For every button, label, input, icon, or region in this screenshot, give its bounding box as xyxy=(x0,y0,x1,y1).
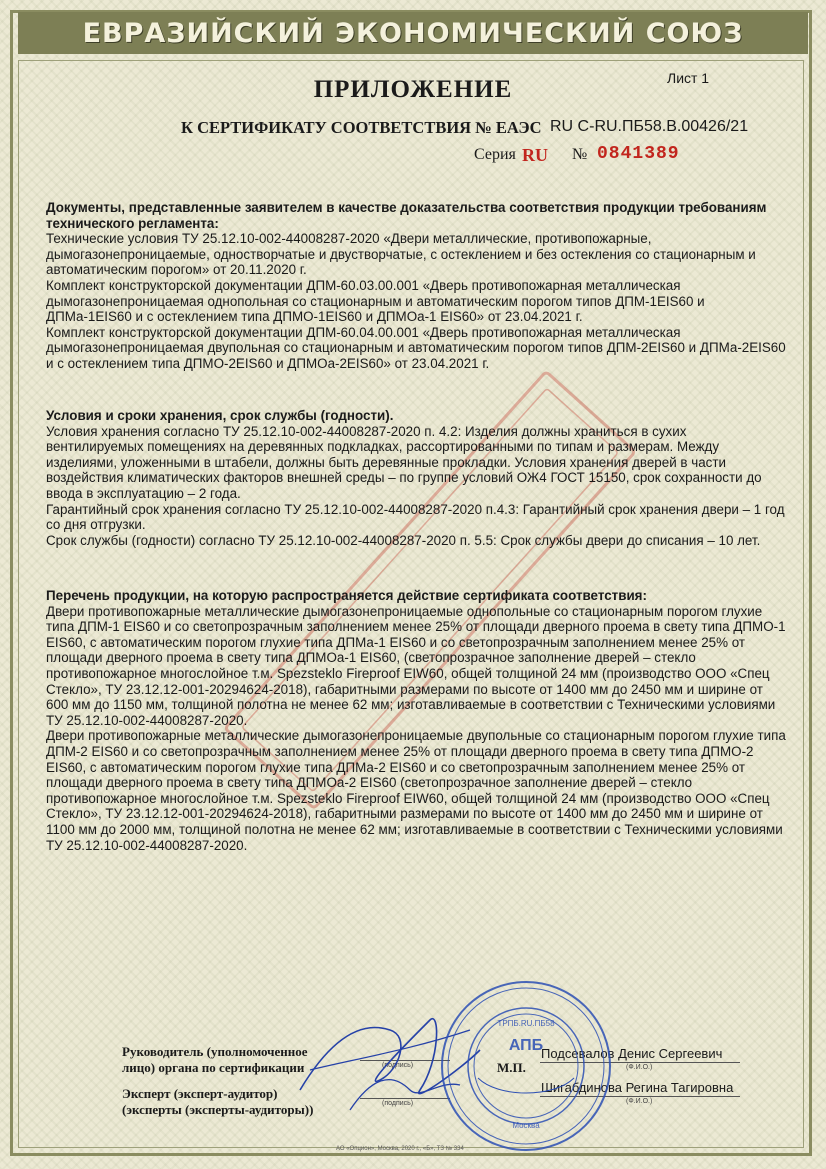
section-heading: Перечень продукции, на которую распространяется действие сертификата соответствия: xyxy=(46,588,647,603)
series-label: Серия xyxy=(474,146,516,163)
label-line: Эксперт (эксперт-аудитор) xyxy=(122,1086,278,1101)
stamp-place-label: М.П. xyxy=(497,1060,526,1075)
paragraph: Двери противопожарные металлические дымогазонепроницаемые двупольные со стационарным порогом глухие типа ДПМ-2 EIS60 и со светопрозрачным заполнением менее 25% от площади дверного проема в свету типа ДПМО-2 EIS60, с автоматическим порогом глухие типа ДПМа-2 EIS60 и со светопрозрачным заполнением менее 25% от площади дверного проема в свету типа ДПМОа-2 EIS60 (светопрозрачное заполнение дверей – стекло противопожарное многослойное т.м. Spezsteklo Fireproof EIW60, общей толщиной 24 мм (производство ООО «Спец Стекло», ТУ 23.12.12-001-20294624-2018), габаритными размерами по высоте от 1400 мм до 2450 мм и ширине от 1100 мм до 2000 мм, толщиной полотна не менее 62 мм; изготавливаемые в соответствии с Техническими условиями ТУ 25.12.10-002-44008287-2020. xyxy=(46,728,786,853)
sheet-number: Лист 1 xyxy=(667,70,710,86)
certification-seal xyxy=(438,978,614,1154)
expert-signatory-label xyxy=(122,1086,313,1118)
certificate-number: RU С-RU.ПБ58.В.00426/21 xyxy=(550,118,749,135)
section-documents xyxy=(46,200,786,372)
print-info: АО «Опцион», Москва, 2020 г., «Б», ТЗ № 334 xyxy=(336,1146,464,1152)
fio-caption: (Ф.И.О.) xyxy=(626,1064,653,1071)
page-subtitle: К СЕРТИФИКАТУ СООТВЕТСТВИЯ № ЕАЭС xyxy=(181,118,542,137)
label-line: лицо) органа по сертификации xyxy=(122,1060,305,1075)
head-name: Подсевалов Денис Сергеевич xyxy=(541,1046,723,1061)
section-heading: Условия и сроки хранения, срок службы (годности). xyxy=(46,408,394,423)
expert-name: Шигабдинова Регина Тагировна xyxy=(541,1080,734,1095)
label-line: Руководитель (уполномоченное xyxy=(122,1044,308,1059)
paragraph: Условия хранения согласно ТУ 25.12.10-002-44008287-2020 п. 4.2: Изделия должны храниться в сухих вентилируемых помещениях на деревянных подкладках, рассортированными по типам и размерам. Между изделиями, уложенными в штабели, должны быть деревянные прокладки. Условия хранения дверей в части воздействия климатических факторов внешней среды – по группе условий ОЖ4 ГОСТ 15150, срок сохранности до ввода в эксплуатацию – 2 года. xyxy=(46,423,762,501)
signature-caption: (подпись) xyxy=(382,1062,414,1069)
paragraph: Срок службы (годности) согласно ТУ 25.12.10-002-44008287-2020 п. 5.5: Срок службы двери до списания – 10 лет. xyxy=(46,532,761,548)
page-title: ПРИЛОЖЕНИЕ xyxy=(313,76,513,103)
seal-bottom-text: Москва xyxy=(512,1121,540,1130)
paragraph: Технические условия ТУ 25.12.10-002-44008287-2020 «Двери металлические, противопожарные, дымогазонепроницаемые, одностворчатые и двустворчатые, с остеклением и без остекления со стационарным и автоматическим порогом» от 20.11.2020 г. xyxy=(46,231,756,278)
section-storage xyxy=(46,408,786,548)
series-value: RU xyxy=(522,145,548,165)
head-signatory-label xyxy=(122,1044,308,1076)
paragraph: Гарантийный срок хранения согласно ТУ 25.12.10-002-44008287-2020 п.4.3: Гарантийный срок хранения двери – 1 год со дня отгрузки. xyxy=(46,501,785,533)
paragraph: Комплект конструкторской документации ДПМ-60.03.00.001 «Дверь противопожарная металлическая дымогазонепроницаемая однопольная со стационарным и автоматическим порогом типов ДПМ-1EIS60 и ДПМа-1EIS60 и с остеклением типа ДПМО-1EIS60 и ДПМОа-1 EIS60» от 23.04.2021 г. xyxy=(46,277,705,325)
seal-top-text: ТРПБ.RU.ПБ58 xyxy=(497,1019,555,1028)
signature-caption: (подпись) xyxy=(382,1100,414,1107)
paragraph: Двери противопожарные металлические дымогазонепроницаемые однопольные со стационарным порогом глухие типа ДПМ-1 EIS60 и со светопрозрачным заполнением менее 25% от площади дверного проема в свету типа ДПМО-1 EIS60, с автоматическим порогом глухие типа ДПМа-1 EIS60 и со светопрозрачным заполнением менее 25% от площади дверного проема в свету типа ДПМОа-1 EIS60, (светопрозрачное заполнение дверей – стекло противопожарное многослойное т.м. Spezsteklo Fireproof EIW60, общей толщиной 24 мм (производство ООО «Спец Стекло», ТУ 23.12.12-001-20294624-2018), габаритными размерами по высоте от 1400 мм до 2450 мм и ширине от 600 мм до 1150 мм, толщиной полотна не менее 62 мм; изготавливаемые в соответствии с Техническими условиями ТУ 25.12.10-002-44008287-2020. xyxy=(46,603,786,728)
section-products xyxy=(46,588,786,853)
number-label: № xyxy=(572,146,588,163)
paragraph: Комплект конструкторской документации ДПМ-60.04.00.001 «Дверь противопожарная металлическая дымогазонепроницаемая двупольная со стационарным и автоматическим порогом типов ДПМ-2EIS60 и ДПМа-2EIS60 и с остеклением типа ДПМО-2EIS60 и ДПМОа-2EIS60» от 23.04.2021 г. xyxy=(46,324,786,371)
seal-center: АПБ xyxy=(508,1037,544,1054)
fio-caption: (Ф.И.О.) xyxy=(626,1098,653,1105)
header-banner: ЕВРАЗИЙСКИЙ ЭКОНОМИЧЕСКИЙ СОЮЗ xyxy=(18,12,808,54)
label-line: (эксперты (эксперты-аудиторы)) xyxy=(122,1102,314,1117)
section-heading: Документы, представленные заявителем в качестве доказательства соответствия продукции требованиям технического регламента: xyxy=(46,200,767,231)
blank-number: 0841389 xyxy=(597,144,680,164)
